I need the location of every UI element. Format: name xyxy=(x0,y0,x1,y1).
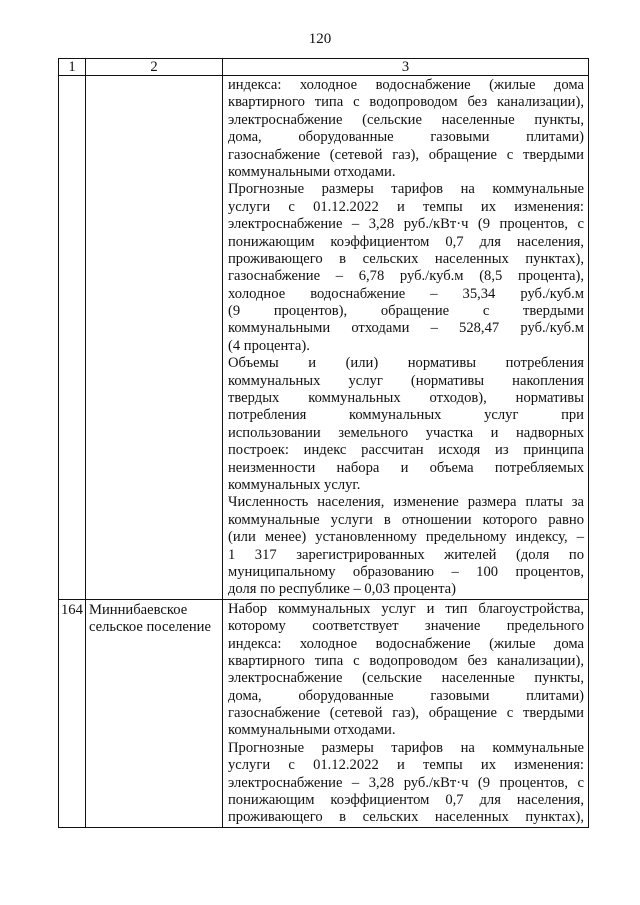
text-line: проживающего в сельских населенных пунктах), xyxy=(228,809,584,826)
table-row xyxy=(59,76,589,600)
text-line: коммунальных услуг (нормативы накопления xyxy=(228,372,584,389)
text-line: коммунальные услуги в отношении которого равно xyxy=(228,511,584,528)
text-line: Прогнозные размеры тарифов на коммунальные xyxy=(228,181,584,198)
text-line: Объемы и (или) нормативы потребления xyxy=(228,355,584,372)
text-line: которому соответствует значение предельного xyxy=(228,618,584,635)
text-line: коммунальными отходами. xyxy=(228,722,396,739)
page-number: 120 xyxy=(308,31,332,47)
text-line: 1 317 зарегистрированных жителей (доля по xyxy=(228,546,584,563)
text-line: услуги с 01.12.2022 и темпы их изменения: xyxy=(228,757,584,774)
text-line: дома, оборудованные газовыми плитами) xyxy=(228,129,584,146)
text-line: (4 процента). xyxy=(228,337,310,354)
text-line: газоснабжение (сетевой газ), обращение с твердыми xyxy=(228,705,584,722)
description-cell xyxy=(223,76,589,600)
text-line: Численность населения, изменение размера платы за xyxy=(228,494,584,511)
text-line: дома, оборудованные газовыми плитами) xyxy=(228,687,584,704)
text-line: услуги с 01.12.2022 и темпы их изменения: xyxy=(228,198,584,215)
text-line: холодное водоснабжение – 35,34 руб./куб.м xyxy=(228,285,584,302)
text-line: коммунальных услуг. xyxy=(228,476,361,493)
text-line: электроснабжение (сельские населенные пункты, xyxy=(228,111,584,128)
text-line: квартирного типа с водопроводом без канализации), xyxy=(228,652,584,669)
header-row xyxy=(59,59,589,76)
text-line: индекса: холодное водоснабжение (жилые дома xyxy=(228,77,584,93)
header-cell-2: 2 xyxy=(86,59,223,76)
text-line: Набор коммунальных услуг и тип благоустройства, xyxy=(228,600,584,617)
text-line: электроснабжение – 3,28 руб./кВт·ч (9 процентов, с xyxy=(228,216,584,233)
settlement-name-cell xyxy=(86,76,223,600)
text-line: понижающим коэффициентом 0,7 для населения, xyxy=(228,792,584,809)
description-cell xyxy=(223,599,589,827)
settlement-name-cell: Миннибаевское сельское поселение xyxy=(86,599,223,827)
row-number-cell xyxy=(59,76,86,600)
text-line: доля по республике – 0,03 процента) xyxy=(228,581,456,598)
text-line: потребления коммунальных услуг при xyxy=(228,407,584,424)
text-line: неизменности набора и объема потребляемых xyxy=(228,459,584,476)
header-cell-3: 3 xyxy=(223,59,589,76)
text-line: построек: индекс рассчитан исходя из принципа xyxy=(228,442,584,459)
text-line: электроснабжение – 3,28 руб./кВт·ч (9 процентов, с xyxy=(228,774,584,791)
text-line: коммунальными отходами – 528,47 руб./куб.м xyxy=(228,320,584,337)
text-line: газоснабжение (сетевой газ), обращение с твердыми xyxy=(228,146,584,163)
text-line: твердых коммунальных отходов), нормативы xyxy=(228,390,584,407)
text-line: индекса: холодное водоснабжение (жилые дома xyxy=(228,635,584,652)
text-line: понижающим коэффициентом 0,7 для населения, xyxy=(228,233,584,250)
tariff-table xyxy=(58,58,589,828)
text-line: (или менее) установленному предельному индексу, – xyxy=(228,529,584,546)
text-line: электроснабжение (сельские населенные пункты, xyxy=(228,670,584,687)
text-line: газоснабжение – 6,78 руб./куб.м (8,5 процента), xyxy=(228,268,584,285)
text-line: коммунальными отходами. xyxy=(228,163,396,180)
table-body xyxy=(59,59,589,828)
text-line: (9 процентов), обращение с твердыми xyxy=(228,303,584,320)
row-number-cell: 164 xyxy=(59,599,86,827)
header-cell-1: 1 xyxy=(59,59,86,76)
text-line: Прогнозные размеры тарифов на коммунальные xyxy=(228,739,584,756)
text-line: муниципальному образованию – 100 процентов, xyxy=(228,563,584,580)
text-line: использовании земельного участка и надворных xyxy=(228,424,584,441)
text-line: проживающего в сельских населенных пунктах), xyxy=(228,250,584,267)
text-line: квартирного типа с водопроводом без канализации), xyxy=(228,94,584,111)
table-row xyxy=(59,599,589,827)
